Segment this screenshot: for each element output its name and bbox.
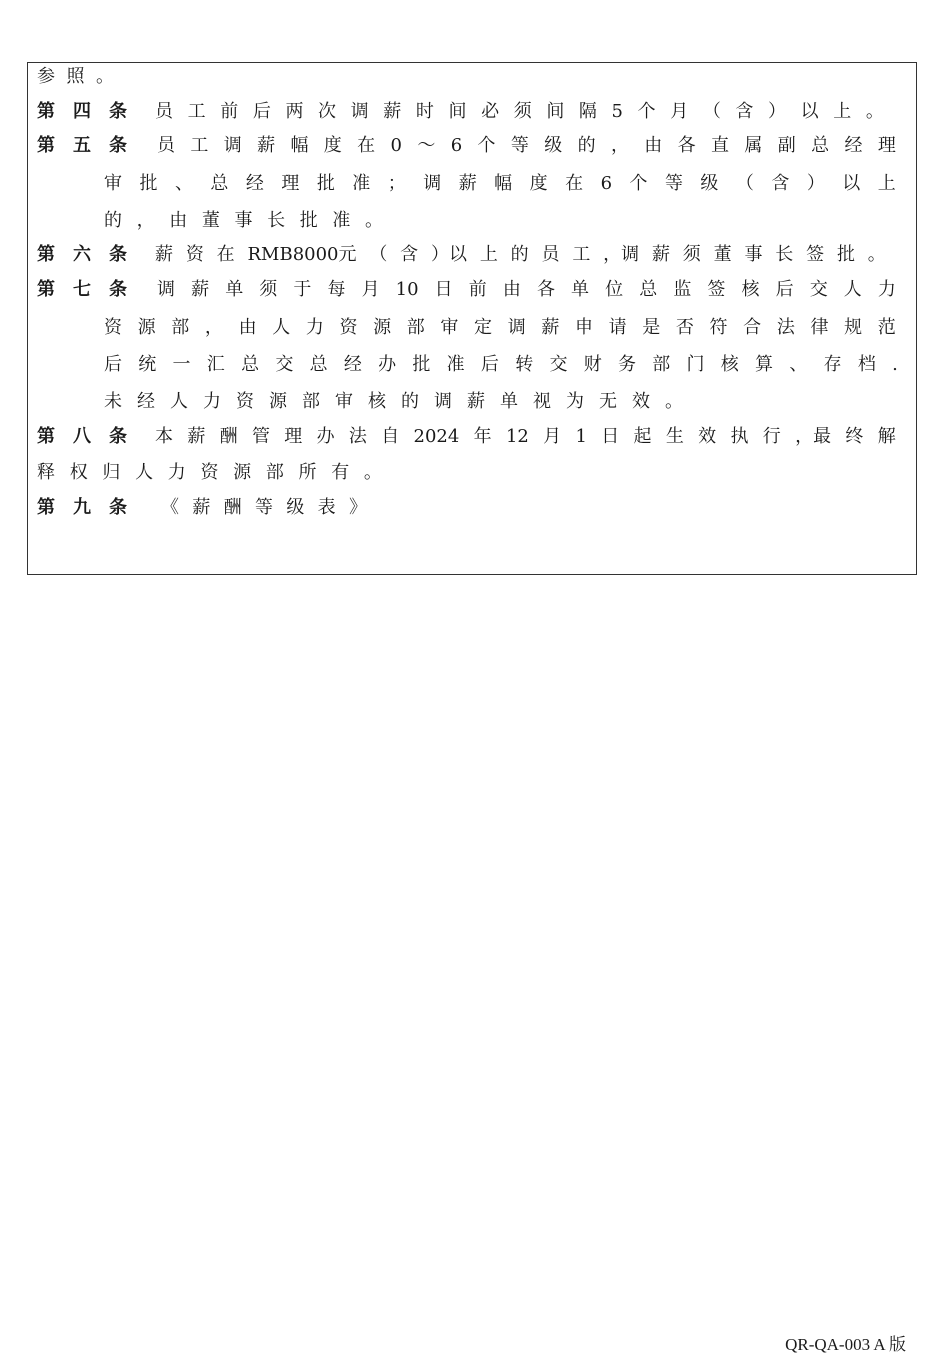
line-text: 资 源 部 ， 由 人 力 资 源 部 审 定 调 薪 申 请 是 否 符 合 法 律 规 范: [104, 317, 896, 338]
line-text: 审 批 、 总 经 理 批 准 ； 调 薪 幅 度 在 6 个 等 级 （ 含 ） 以 上: [104, 173, 896, 194]
article-7-heading: 第 七 条: [37, 279, 127, 300]
article-6-text: 薪 资 在 RMB8000元 （ 含 ）以 上 的 员 工 ，调 薪 须 董 事 长 签 批 。: [155, 244, 886, 265]
line-text: 释 权 归 人 力 资 源 部 所 有 。: [37, 462, 382, 483]
article-9-text: 《 薪 酬 等 级 表 》: [161, 497, 367, 518]
article-9-heading: 第 九 条: [37, 497, 127, 518]
article-4-line: [28, 100, 916, 136]
article-6-line: [28, 243, 916, 279]
article-7-text: 调 薪 单 须 于 每 月 10 日 前 由 各 单 位 总 监 签 核 后 交 人 力: [157, 279, 896, 300]
article-8-heading: 第 八 条: [37, 426, 127, 447]
text-line: [28, 461, 916, 497]
form-code-footer: QR-QA-003 A 版: [785, 1335, 906, 1354]
article-5-heading: 第 五 条: [37, 135, 127, 156]
article-4-text: 员 工 前 后 两 次 调 薪 时 间 必 须 间 隔 5 个 月 （ 含 ） 以 上 。: [155, 101, 884, 122]
article-7-line: [28, 278, 916, 314]
line-text: 参 照 。: [37, 66, 114, 87]
article-5-text: 员 工 调 薪 幅 度 在 0 ～ 6 个 等 级 的 ， 由 各 直 属 副 总 经 理: [157, 135, 896, 156]
text-line: [28, 353, 916, 389]
line-text: 的 ， 由 董 事 长 批 准 。: [104, 210, 383, 231]
article-9-line: [28, 496, 916, 532]
text-line: [28, 172, 916, 208]
text-line: [28, 65, 916, 101]
text-line: [28, 209, 916, 245]
line-text: 未 经 人 力 资 源 部 审 核 的 调 薪 单 视 为 无 效 。: [104, 391, 683, 412]
article-5-line: [28, 134, 916, 170]
text-line: [28, 316, 916, 352]
regulation-text-box: [27, 62, 917, 575]
article-6-heading: 第 六 条: [37, 244, 127, 265]
line-text: 后 统 一 汇 总 交 总 经 办 批 准 后 转 交 财 务 部 门 核 算 、 存 档 .: [104, 354, 898, 375]
text-line: [28, 390, 916, 426]
article-4-heading: 第 四 条: [37, 101, 127, 122]
article-8-line: [28, 425, 916, 461]
article-8-text: 本 薪 酬 管 理 办 法 自 2024 年 12 月 1 日 起 生 效 执 行 ，最 终 解: [155, 426, 896, 447]
